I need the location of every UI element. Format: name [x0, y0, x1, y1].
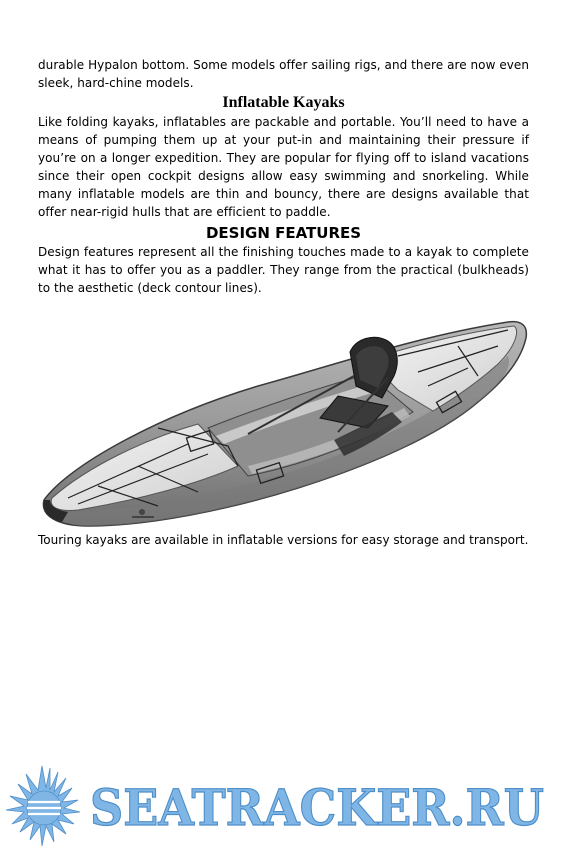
watermark-text: SEATRACKER.RU — [90, 778, 544, 837]
heading-inflatable-kayaks: Inflatable Kayaks — [222, 94, 345, 111]
heading-design-features: DESIGN FEATURES — [205, 224, 362, 242]
sun-burst-icon — [0, 762, 90, 850]
watermark — [0, 762, 566, 850]
paragraph-inflatables: Like folding kayaks, inflatables are packable and portable. You’ll need to have a means of pumping them up at your put-in and maintaining their pressure if you’re on a longer expedition. They are popular for flying off to island vacations since their open cockpit designs allow easy swimming and snorkeling. While many inflatable models are thin and bouncy, there are designs available that offer near-rigid hulls that are efficient to paddle. — [38, 115, 529, 219]
kayak-photo — [38, 316, 530, 530]
page-body — [38, 56, 529, 297]
paragraph-hypalon-line2: sleek, hard-chine models. — [38, 76, 194, 90]
inflatable-kayak-illustration — [38, 316, 530, 530]
paragraph-hypalon-line1: durable Hypalon bottom. Some models offer sailing rigs, and there are now even — [38, 58, 529, 72]
figure-caption: Touring kayaks are available in inflatable versions for easy storage and transport. — [38, 533, 529, 547]
paragraph-design-features: Design features represent all the finishing touches made to a kayak to complete what it has to offer you as a paddler. They range from the practical (bulkheads) to the aesthetic (deck contour lines). — [38, 245, 529, 295]
